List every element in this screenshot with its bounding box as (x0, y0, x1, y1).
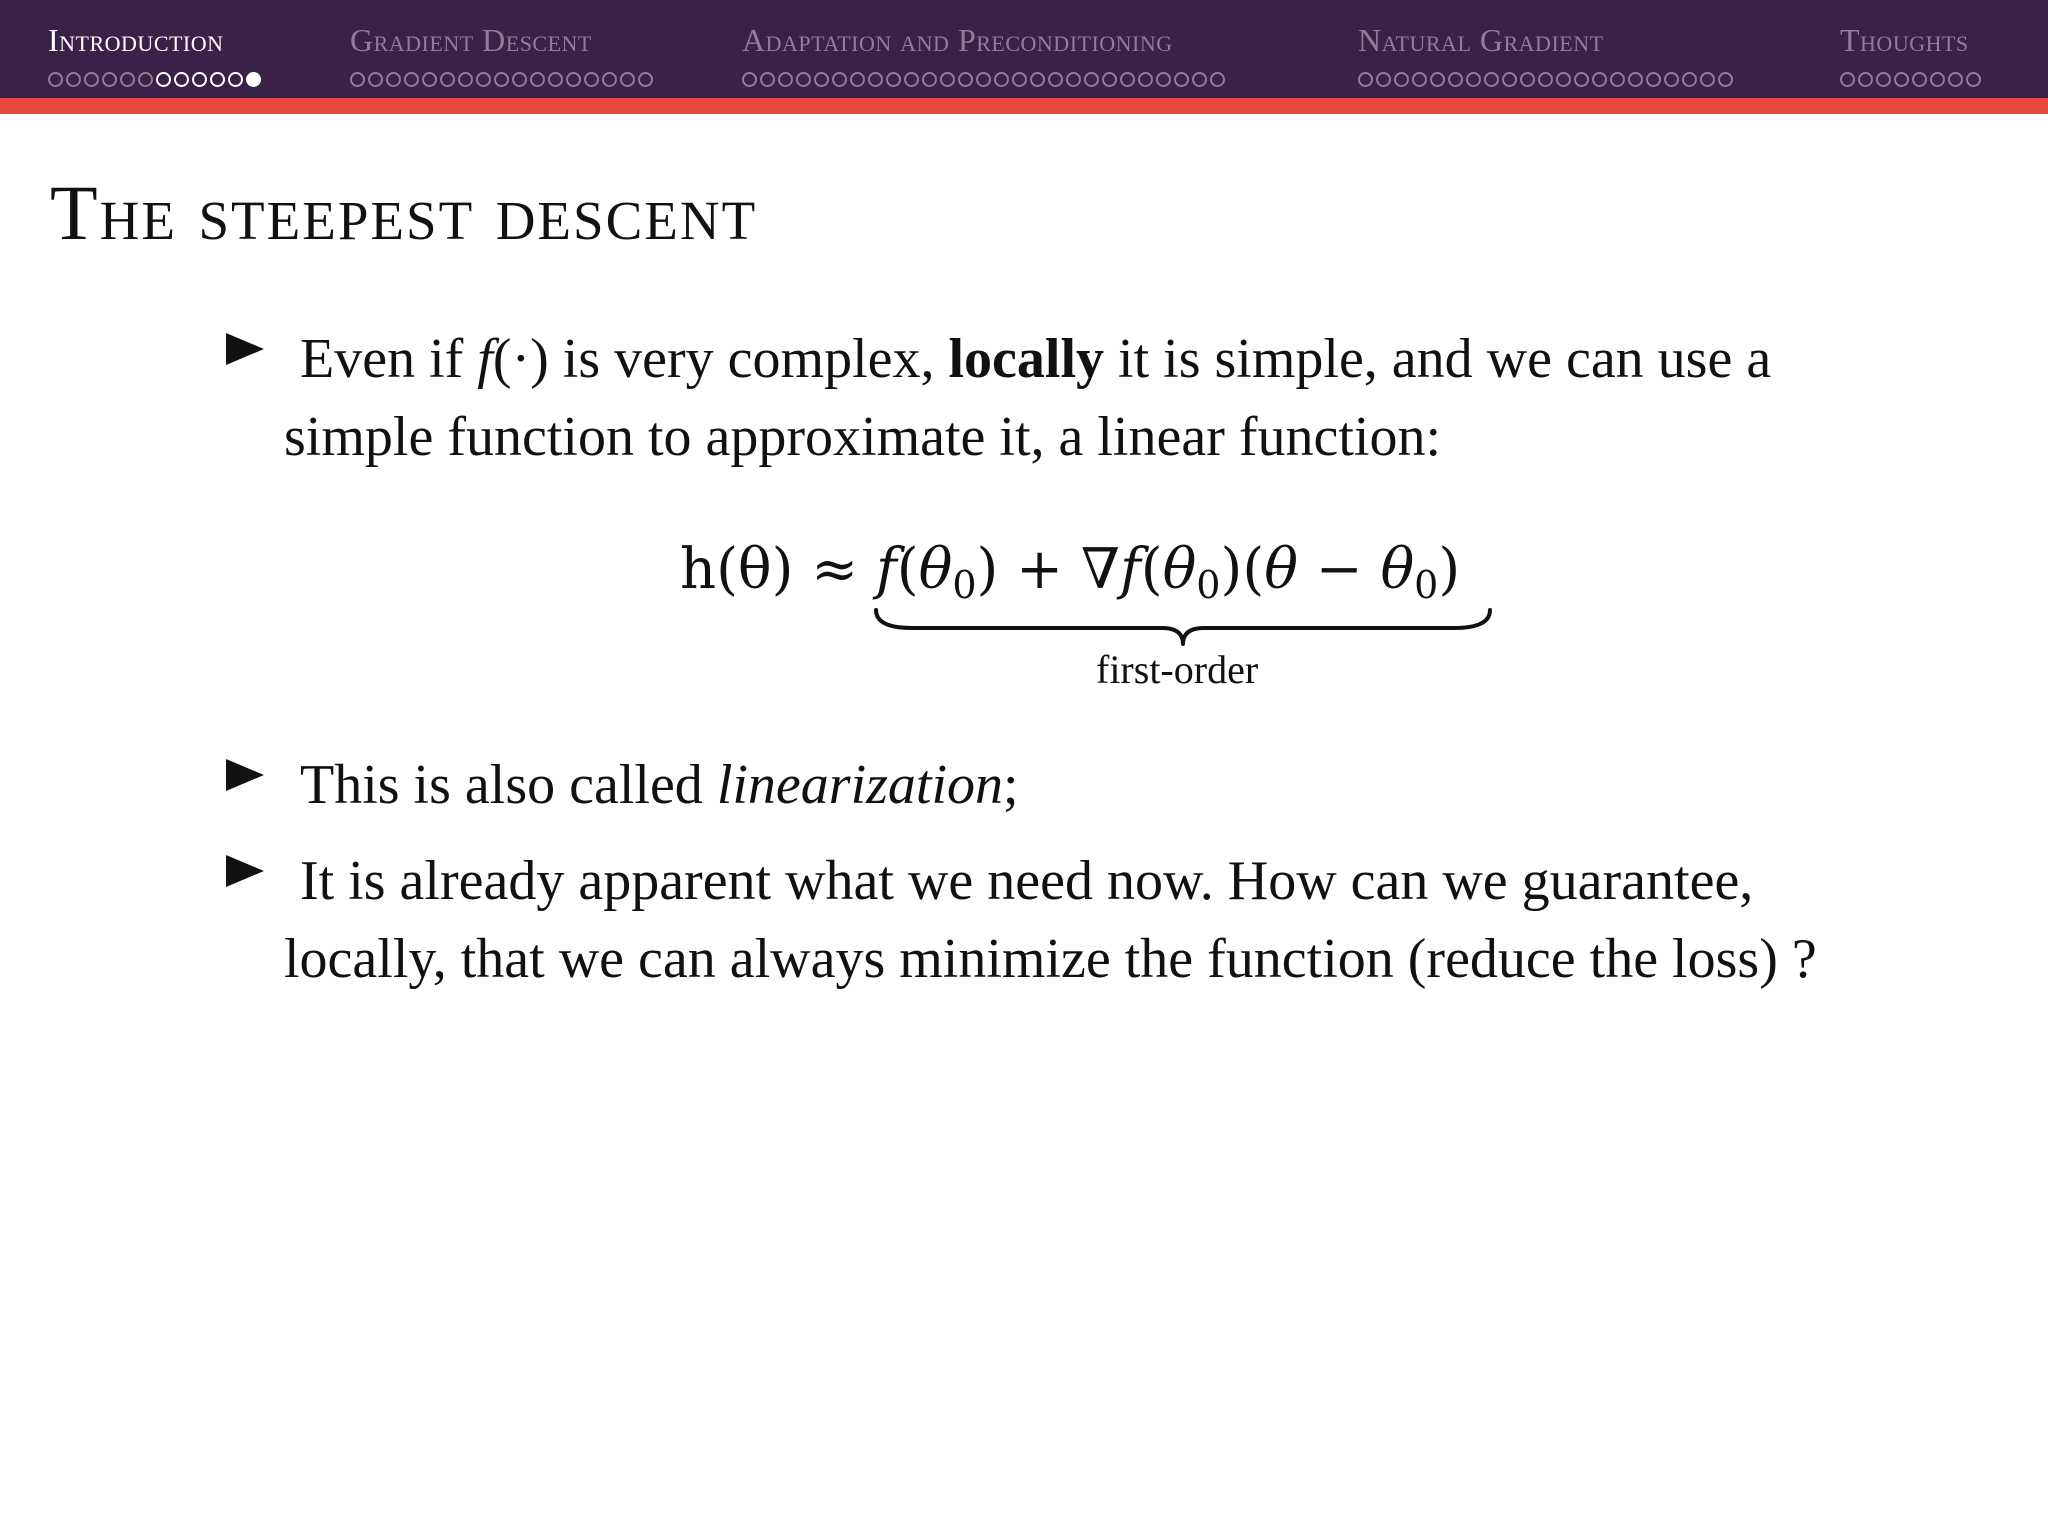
slide-dot[interactable] (566, 72, 581, 87)
slide-dot[interactable] (940, 72, 955, 87)
bullet-text-segment: is very complex, (548, 328, 949, 390)
slide-title: The steepest descent (50, 169, 758, 256)
triangle-bullet-icon (226, 855, 264, 887)
bold-emphasis: locally (948, 328, 1105, 390)
slide-dot[interactable] (742, 72, 757, 87)
slide-dot[interactable] (1376, 72, 1391, 87)
slide-dot[interactable] (778, 72, 793, 87)
slide-dot[interactable] (638, 72, 653, 87)
slide-dot[interactable] (1556, 72, 1571, 87)
slide-dot[interactable] (1948, 72, 1963, 87)
slide-dot[interactable] (368, 72, 383, 87)
slide-dot[interactable] (796, 72, 811, 87)
slide-dot[interactable] (1682, 72, 1697, 87)
bullet-text: It is already apparent what we need now. How can we guarantee, locally, that we can always minimize the function (reduce the loss) ? (284, 850, 1817, 990)
triangle-bullet-icon (226, 333, 264, 365)
bullet-text (284, 320, 1884, 476)
slide-dot[interactable] (1718, 72, 1733, 87)
nav-section-dots (48, 69, 261, 89)
slide-dot[interactable] (1120, 72, 1135, 87)
nav-section-title: Introduction (48, 22, 224, 58)
accent-divider (0, 98, 2048, 114)
nav-section-title: Thoughts (1840, 22, 1969, 58)
slide-dot[interactable] (1102, 72, 1117, 87)
equation-lhs: h(θ) ≈ (680, 537, 876, 602)
slide-dot[interactable] (1210, 72, 1225, 87)
nav-section-title: Natural Gradient (1358, 22, 1604, 58)
underbrace-icon (872, 606, 1494, 646)
slide-dot[interactable] (138, 72, 153, 87)
slide-dot[interactable] (1610, 72, 1625, 87)
bullet-text-segment: This is also called (300, 754, 717, 816)
slide-dot[interactable] (760, 72, 775, 87)
slide-dot[interactable] (1502, 72, 1517, 87)
slide-dot[interactable] (922, 72, 937, 87)
math-function-args: (·) (492, 328, 549, 390)
slide-dot[interactable] (1930, 72, 1945, 87)
slide-dot[interactable] (1646, 72, 1661, 87)
slide-dot[interactable] (1574, 72, 1589, 87)
slide-dot[interactable] (1394, 72, 1409, 87)
slide-dot[interactable] (1538, 72, 1553, 87)
slide-dot[interactable] (350, 72, 365, 87)
slide-dot[interactable] (1700, 72, 1715, 87)
slide-dot[interactable] (1484, 72, 1499, 87)
bullet-text-segment: it is simple, and we can use a simple function to approximate it, a linear function: (284, 328, 1772, 468)
bullet-text-segment: Even if (300, 328, 478, 390)
slide-dot[interactable] (494, 72, 509, 87)
nav-section-dots (1358, 69, 1733, 89)
slide-dot[interactable] (476, 72, 491, 87)
slide-dot[interactable] (156, 72, 171, 87)
slide-dot[interactable] (48, 72, 63, 87)
slide-dot[interactable] (1466, 72, 1481, 87)
slide-dot[interactable] (1592, 72, 1607, 87)
slide-dot[interactable] (904, 72, 919, 87)
slide-dot[interactable] (1966, 72, 1981, 87)
slide-dot[interactable] (422, 72, 437, 87)
slide-dot[interactable] (1030, 72, 1045, 87)
slide-dot[interactable] (584, 72, 599, 87)
slide-dot[interactable] (976, 72, 991, 87)
slide-dot[interactable] (192, 72, 207, 87)
bullet-text-segment: ; (1003, 754, 1019, 816)
bullet-text (284, 746, 1884, 824)
underbrace-label: first-order (1096, 647, 1259, 692)
slide-dot[interactable] (404, 72, 419, 87)
slide-dot[interactable] (1894, 72, 1909, 87)
slide-dot[interactable] (1048, 72, 1063, 87)
slide-dot[interactable] (814, 72, 829, 87)
slide-dot[interactable] (994, 72, 1009, 87)
slide-dot[interactable] (1664, 72, 1679, 87)
slide-dot[interactable] (1084, 72, 1099, 87)
slide-dot[interactable] (886, 72, 901, 87)
slide-dot[interactable] (850, 72, 865, 87)
slide-dot[interactable] (958, 72, 973, 87)
slide-dot[interactable] (602, 72, 617, 87)
nav-section-title: Adaptation and Preconditioning (742, 22, 1173, 58)
slide-dot[interactable] (120, 72, 135, 87)
slide-dot[interactable] (530, 72, 545, 87)
nav-section-title: Gradient Descent (350, 22, 592, 58)
slide-dot[interactable] (512, 72, 527, 87)
italic-emphasis: linearization (716, 754, 1004, 816)
slide-dot[interactable] (548, 72, 563, 87)
slide-dot[interactable] (1876, 72, 1891, 87)
slide-dot[interactable] (1156, 72, 1171, 87)
slide-dot[interactable] (1192, 72, 1207, 87)
slide-dot[interactable] (228, 72, 243, 87)
slide-dot[interactable] (458, 72, 473, 87)
slide-dot[interactable] (1012, 72, 1027, 87)
slide-dot[interactable] (1628, 72, 1643, 87)
section-navigation-bar (0, 0, 2048, 98)
equation-first-order-term: $f(\theta_0) + \nabla f(\theta_0)(\theta - \theta_0)$ (876, 537, 1461, 607)
slide-dot[interactable] (386, 72, 401, 87)
nav-section-dots (350, 69, 653, 89)
slide-dot[interactable] (1412, 72, 1427, 87)
slide-dot[interactable] (1448, 72, 1463, 87)
slide-dot[interactable] (102, 72, 117, 87)
slide-dot[interactable] (1840, 72, 1855, 87)
slide-dot[interactable] (1858, 72, 1873, 87)
current-slide-dot[interactable] (246, 72, 261, 87)
slide-dot[interactable] (1358, 72, 1373, 87)
slide-dot[interactable] (1430, 72, 1445, 87)
slide-dot[interactable] (832, 72, 847, 87)
slide-dot[interactable] (210, 72, 225, 87)
slide-dot[interactable] (1174, 72, 1189, 87)
slide-dot[interactable] (1520, 72, 1535, 87)
slide-dot[interactable] (1138, 72, 1153, 87)
nav-section-dots (742, 69, 1225, 89)
slide-dot[interactable] (174, 72, 189, 87)
slide-dot[interactable] (868, 72, 883, 87)
slide-dot[interactable] (440, 72, 455, 87)
slide-dot[interactable] (1912, 72, 1927, 87)
triangle-bullet-icon (226, 759, 264, 791)
linear-approximation-equation (0, 530, 2048, 710)
math-function-symbol: f (477, 328, 493, 390)
slide-dot[interactable] (66, 72, 81, 87)
nav-section-dots (1840, 69, 1981, 89)
slide-dot[interactable] (84, 72, 99, 87)
slide-dot[interactable] (1066, 72, 1081, 87)
slide-dot[interactable] (620, 72, 635, 87)
